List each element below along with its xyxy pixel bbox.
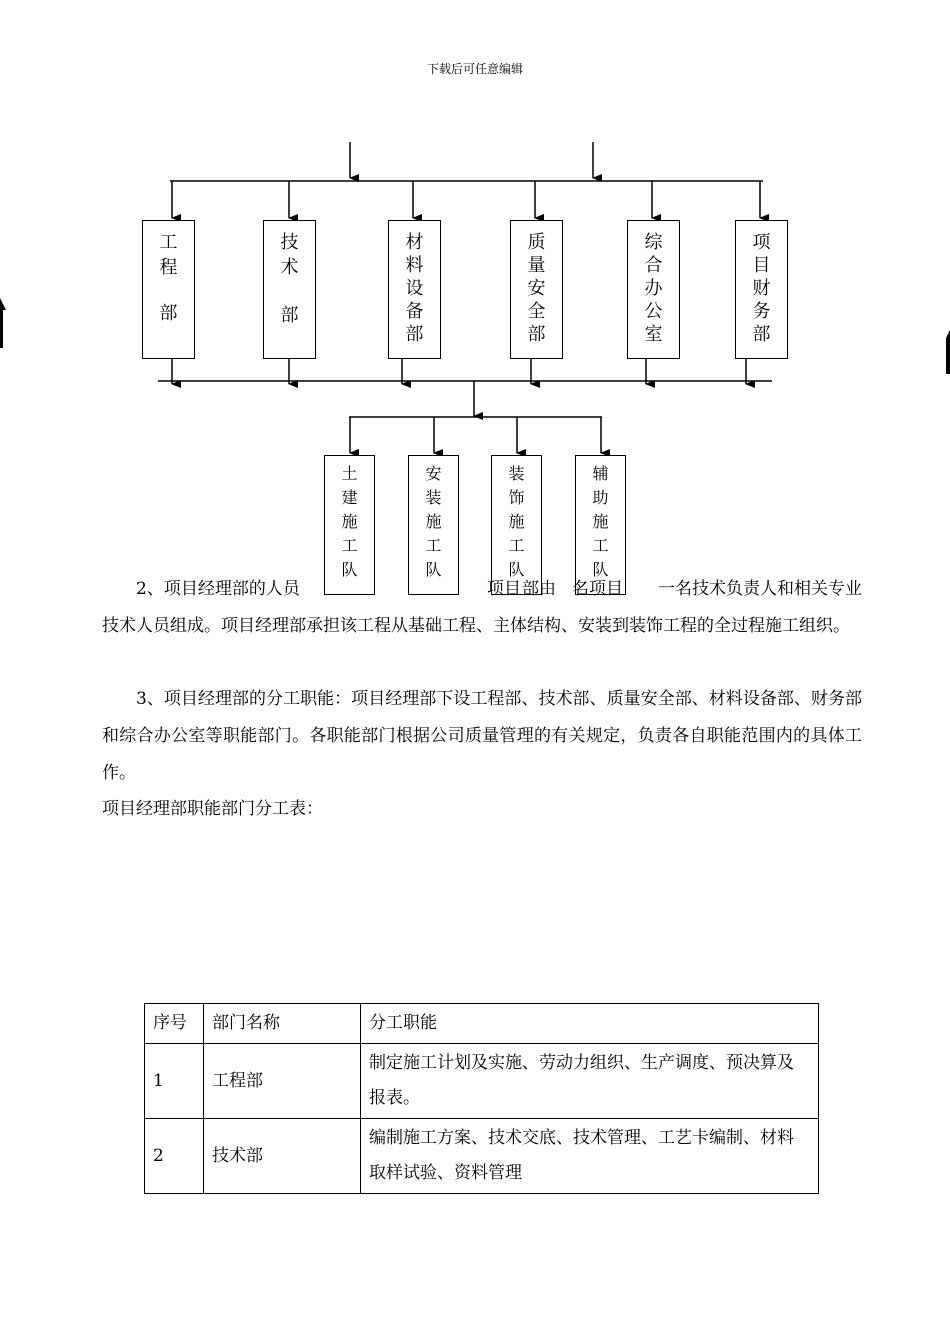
- dept-label: 项: [752, 232, 771, 253]
- row-no: 2: [145, 1119, 204, 1194]
- dept-label: 质: [527, 232, 546, 253]
- team-label: 队: [425, 560, 442, 579]
- team-label: 队: [508, 560, 525, 579]
- team-label: 工: [341, 536, 358, 555]
- paragraph-2: [102, 571, 862, 645]
- dept-label: 务: [752, 301, 771, 322]
- team-label: 土: [341, 464, 358, 483]
- dept-label: 备: [405, 301, 424, 322]
- para2-fragment: 一名技术负责人和相关专业: [658, 579, 862, 599]
- dept-label: 部: [280, 305, 299, 326]
- dept-label: 材: [405, 232, 424, 253]
- table-row: [145, 1044, 819, 1119]
- team-label: 施: [508, 512, 525, 531]
- page-header: 下载后可任意编辑: [426, 62, 523, 76]
- paragraph-2-line-1: [102, 571, 862, 608]
- dept-label: 公: [644, 301, 663, 322]
- dept-label: 量: [527, 255, 546, 276]
- row-duty: 编制施工方案、技术交底、技术管理、工艺卡编制、材料取样试验、资料管理: [361, 1119, 819, 1194]
- dept-label: 术: [280, 257, 299, 278]
- table-row: [145, 1119, 819, 1194]
- team-label: 工: [592, 536, 609, 555]
- dept-label: 综: [644, 232, 663, 253]
- header-cell-no: 序号: [145, 1004, 204, 1044]
- team-label: 施: [425, 512, 442, 531]
- dept-box-quality-safety: [510, 220, 563, 359]
- team-label: 建: [341, 488, 358, 507]
- dept-label: 财: [752, 278, 771, 299]
- dept-label: 安: [527, 278, 546, 299]
- dept-label: 设: [405, 278, 424, 299]
- team-label: 安: [425, 464, 442, 483]
- team-label: 施: [592, 512, 609, 531]
- paragraph-3: 3、项目经理部的分工职能：项目经理部下设工程部、技术部、质量安全部、材料设备部、财务部和综合办公室等职能部门。各职能部门根据公司质量管理的有关规定，负责各自职能范围内的具体工作。: [102, 689, 862, 783]
- para2-fragment: 项目: [487, 579, 521, 599]
- team-label: 施: [341, 512, 358, 531]
- team-label: 辅: [592, 464, 609, 483]
- dept-box-technical: [263, 220, 316, 359]
- dept-label: 合: [644, 255, 663, 276]
- team-label: 队: [341, 560, 358, 579]
- dept-box-engineering: [142, 220, 195, 359]
- team-label: 工: [425, 536, 442, 555]
- header-cell-department: 部门名称: [204, 1004, 361, 1044]
- para2-fragment: 部由: [522, 579, 556, 599]
- row-department: 技术部: [204, 1119, 361, 1194]
- dept-label: 程: [159, 257, 178, 278]
- table-caption: 项目经理部职能部门分工表：: [102, 799, 323, 819]
- department-duties-table: [144, 1003, 819, 1194]
- dept-label: 料: [405, 255, 424, 276]
- team-label: 装: [425, 488, 442, 507]
- dept-label: 工: [159, 232, 178, 253]
- dept-box-finance: [735, 220, 788, 359]
- team-label: 饰: [508, 488, 525, 507]
- table-header-row: [145, 1004, 819, 1044]
- row-no: 1: [145, 1044, 204, 1119]
- dept-label: 技: [280, 232, 299, 253]
- dept-label: 办: [644, 278, 663, 299]
- paragraph-2-rest: 技术人员组成。项目经理部承担该工程从基础工程、主体结构、安装到装饰工程的全过程施工组织。: [102, 616, 850, 636]
- dept-label: 部: [752, 324, 771, 345]
- team-label: 队: [592, 560, 609, 579]
- dept-label: 部: [527, 324, 546, 345]
- team-label: 装: [508, 464, 525, 483]
- row-duty: 制定施工计划及实施、劳动力组织、生产调度、预决算及报表。: [361, 1044, 819, 1119]
- dept-box-general-office: [627, 220, 680, 359]
- header-cell-duty: 分工职能: [361, 1004, 819, 1044]
- para2-fragment: 2、项目经理部的人员: [136, 579, 300, 599]
- dept-label: 目: [752, 255, 771, 276]
- team-label: 助: [592, 488, 609, 507]
- dept-label: 全: [527, 301, 546, 322]
- row-department: 工程部: [204, 1044, 361, 1119]
- dept-label: 部: [159, 303, 178, 324]
- para2-fragment: 名项目: [572, 579, 623, 599]
- dept-label: 室: [644, 324, 663, 345]
- dept-box-materials: [388, 220, 441, 359]
- dept-label: 部: [405, 324, 424, 345]
- team-label: 工: [508, 536, 525, 555]
